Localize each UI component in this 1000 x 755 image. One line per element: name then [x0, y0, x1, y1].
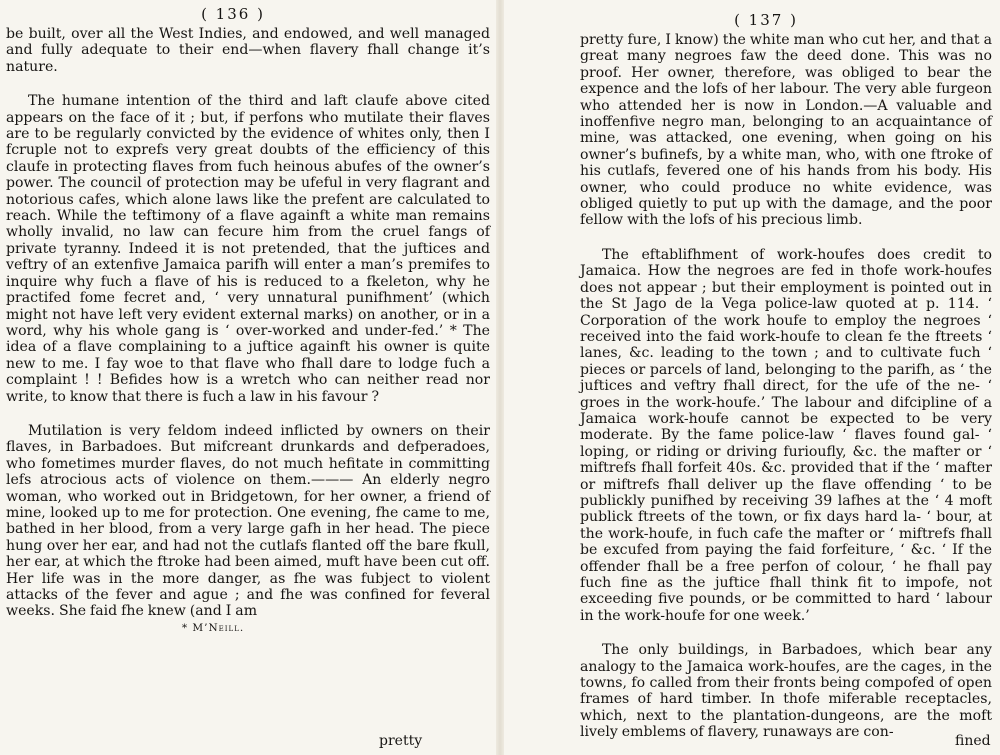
page-number: ( 137 ) [734, 11, 798, 29]
catchword: fined [955, 733, 991, 749]
catchword: pretty [379, 733, 423, 749]
right-page [502, 0, 1000, 755]
paragraph: pretty fure, I know) the white man who cut her, and that a great many negroes faw the deed done. This was no proof. Her owner, therefore, was obliged to bear the expence and the lofs of her labour. The very able furgeon who attended her is now in London.—A valuable and inoffenfive negro man, belonging to an acquaintance of mine, was attacked, one evening, when going on his owner’s bufinefs, by a white man, who, with one ftroke of his cutlafs, fevered one of his hands from his body. His owner, who could produce no white evidence, was obliged quietly to put up with the damage, and the poor fellow with the lofs of his precious limb. [580, 32, 992, 229]
paragraph: Mutilation is very feldom indeed inflicted by owners on their flaves, in Barbadoes. But mifcreant drunkards and defperadoes, who fometimes murder flaves, do not much hefitate in committing lefs atrocious acts of violence on them.——— An elderly negro woman, who worked out in Bridgetown, for her owner, a friend of mine, looked up to me for protection. One evening, fhe came to me, bathed in her blood, from a very large gafh in her head. The piece hung over her ear, and had not the cutlafs flanted off the bare fkull, her ear, at which the ftroke had been aimed, muft have been cut off. Her life was in the more danger, as fhe was fubject to violent attacks of the fever and ague ; and fhe was confined for feveral weeks. She faid fhe knew (and I am [6, 422, 490, 620]
paragraph: The eftablifhment of work-houfes does credit to Jamaica. How the negroes are fed in thofe work-houfes does not appear ; but their employment is pointed out in the St Jago de la Vega police-law quoted at p. 114. ‘ Corporation of the work houfe to employ the negroes ‘ received into the faid work-houfe to clean fe the ftreets ‘ lanes, &c. leading to the town ; and to cultivate fuch ‘ pieces or parcels of land, belonging to the parifh, as ‘ the juftices and veftry fhall direct, for the ufe of the ne- ‘ groes in the work-houfe.’ The labour and difcipline of a Jamaica work-houfe cannot be expected to be very moderate. By the fame police-law ‘ flaves found gal- ‘ loping, or riding or driving furioufly, &c. the mafter or ‘ miftrefs fhall forfeit 40s. &c. provided that if the ‘ mafter or miftrefs fhall deliver up the flave offending ‘ to be publickly punifhed by receiving 39 lafhes at the ‘ 4 moft publick ftreets of the town, or fix days hard la- ‘ bour, at the work-houfe, in fuch cafe the mafter or ‘ miftrefs fhall be excufed from paying the faid forfeiture, ‘ &c. ‘ If the offender fhall be a free perfon of colour, ‘ he fhall pay fuch fine as the juftice fhall think fit to impofe, not exceeding five pounds, or be committed to hard ‘ labour in the work-houfe for one week.’ [580, 246, 992, 624]
left-page [0, 0, 498, 755]
paragraph: be built, over all the West Indies, and endowed, and well managed and fully adequate to their end—when flavery fhall change it’s nature. [6, 26, 490, 75]
page-number: ( 136 ) [201, 5, 265, 23]
footnote: * M’Neill. [181, 621, 245, 634]
paragraph: The humane intention of the third and laft claufe above cited appears on the face of it ; but, if perfons who mutilate their flaves are to be regularly convicted by the evidence of whites only, then I fcruple not to exprefs very great doubts of the efficiency of this claufe in protecting flaves from fuch heinous abufes of the owner’s power. The council of protection may be ufeful in very flagrant and notorious cafes, which alone laws like the prefent are calculated to reach. While the teftimony of a flave againft a white man remains wholly invalid, no law can fecure him from the cruel fangs of private tyranny. Indeed it is not pretended, that the juftices and veftry of an extenfive Jamaica parifh will enter a man’s premifes to inquire why fuch a flave of his is reduced to a fkeleton, why he practifed fome fecret and, ‘ very unnatural punifhment’ (which might not have left very evident external marks) on another, or in a word, why his whole gang is ‘ over-worked and under-fed.’ * The idea of a flave complaining to a juftice againft his owner is quite new to me. I fay woe to that flave who fhall dare to lodge fuch a complaint ! ! Befides how is a wretch who can neither read nor write, to know that there is fuch a law in his favour ? [6, 93, 490, 405]
paragraph: The only buildings, in Barbadoes, which bear any analogy to the Jamaica work-houfes, are the cages, in the towns, fo called from their fronts being compofed of open frames of hard timber. In thofe miferable receptacles, which, next to the plantation-dungeons, are the moft lively emblems of flavery, runaways are con- [580, 642, 992, 741]
